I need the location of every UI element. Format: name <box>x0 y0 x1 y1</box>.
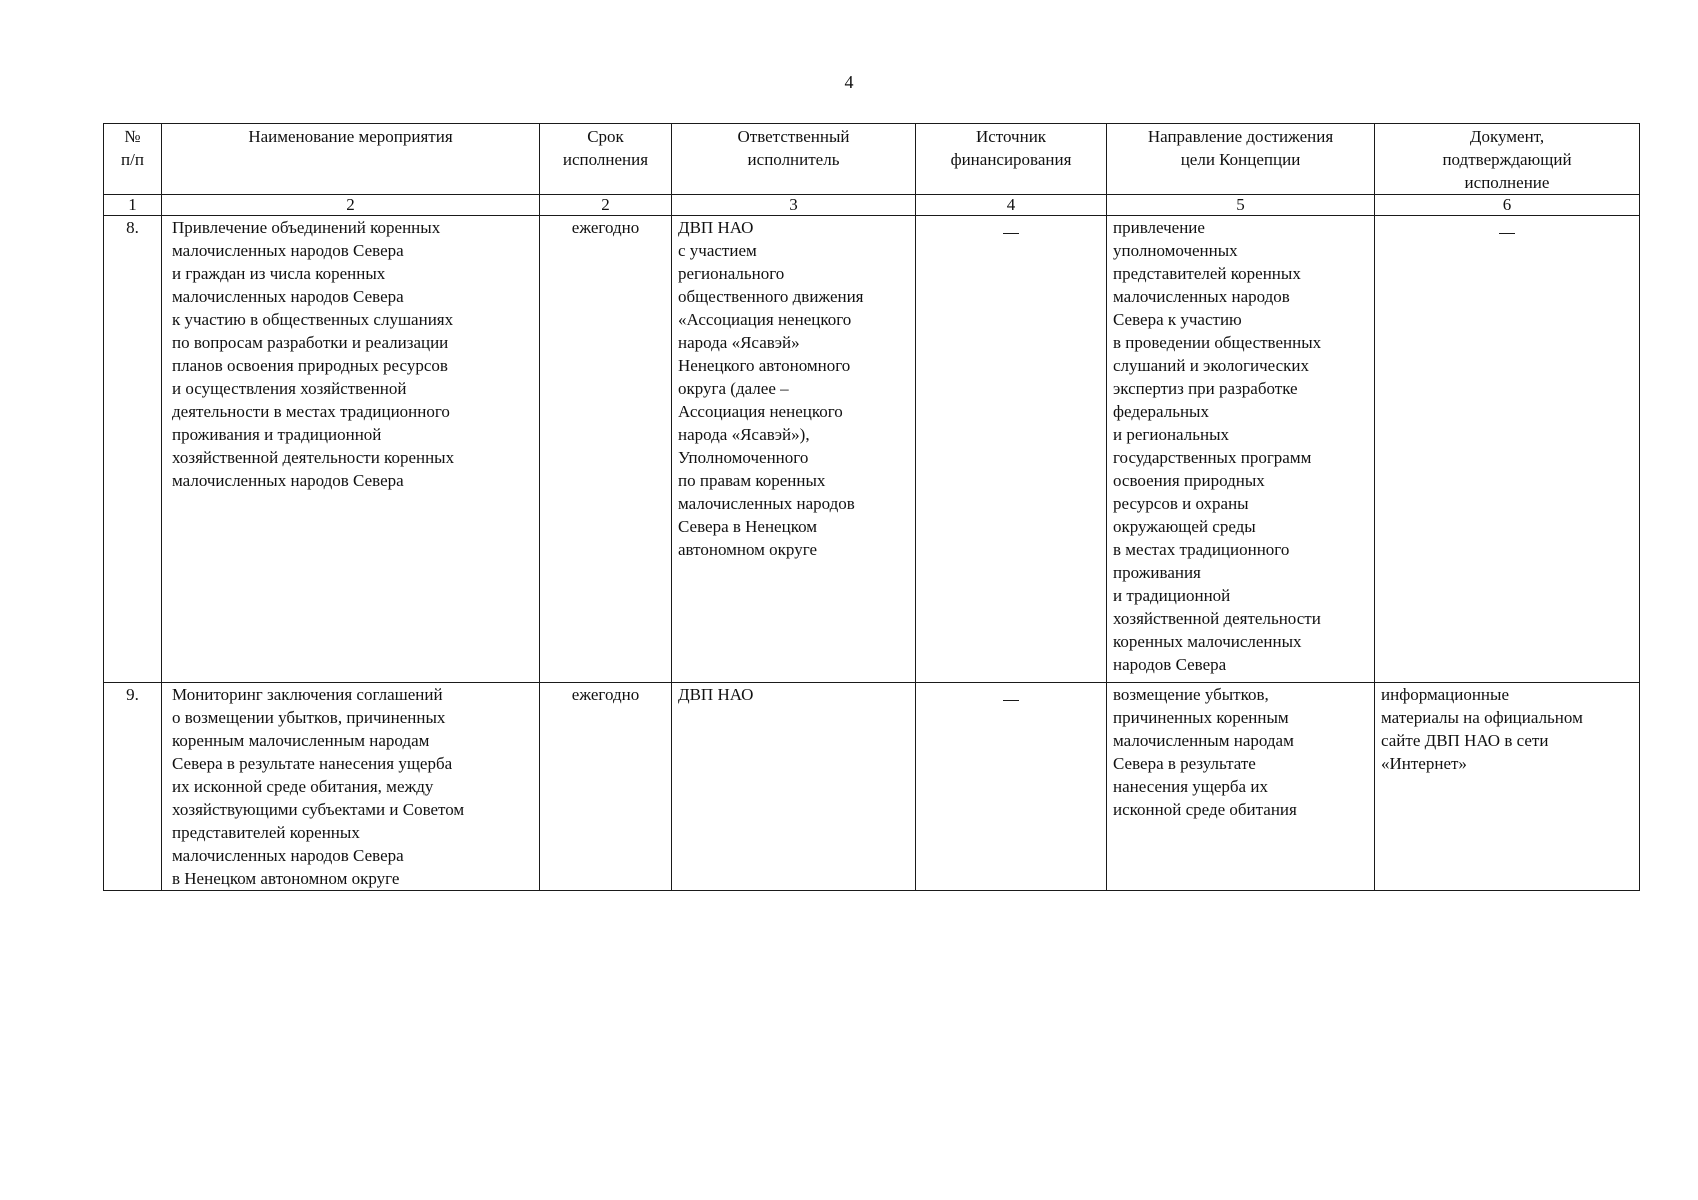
column-number-row <box>104 195 1640 216</box>
header-number: № п/п <box>104 124 162 195</box>
executor: ДВП НАО с участием регионального общественного движения «Ассоциация ненецкого народа «Ясавэй» Ненецкого автономного округа (далее – Ассоциация ненецкого народа «Ясавэй»), Уполномоченного по правам коренных малочисленных народов Севера в Ненецком автономном округе <box>672 216 916 683</box>
header-deadline: Срок исполнения <box>540 124 672 195</box>
document <box>1375 216 1640 683</box>
executor: ДВП НАО <box>672 683 916 891</box>
page-number: 4 <box>844 72 854 92</box>
column-number: 2 <box>540 195 672 216</box>
header-direction: Направление достижения цели Концепции <box>1107 124 1375 195</box>
event-name: Мониторинг заключения соглашений о возмещении убытков, причиненных коренным малочисленным народам Севера в результате нанесения ущерба их исконной среде обитания, между хозяйствующими субъектами и Советом представителей коренных малочисленных народов Севера в Ненецком автономном округе <box>162 683 540 891</box>
deadline: ежегодно <box>540 216 672 683</box>
funding-source-dash <box>1003 700 1019 701</box>
direction: возмещение убытков, причиненных коренным малочисленным народам Севера в результате нанесения ущерба их исконной среде обитания <box>1107 683 1375 891</box>
funding-source <box>916 683 1107 891</box>
funding-source <box>916 216 1107 683</box>
deadline: ежегодно <box>540 683 672 891</box>
column-number: 5 <box>1107 195 1375 216</box>
header-funding-source: Источник финансирования <box>916 124 1107 195</box>
column-number: 4 <box>916 195 1107 216</box>
document: информационные материалы на официальном сайте ДВП НАО в сети «Интернет» <box>1375 683 1640 891</box>
header-executor: Ответственный исполнитель <box>672 124 916 195</box>
table-row <box>104 216 1640 683</box>
header-row <box>104 124 1640 195</box>
column-number: 6 <box>1375 195 1640 216</box>
column-number: 3 <box>672 195 916 216</box>
document-dash <box>1499 233 1515 234</box>
header-event-name: Наименование мероприятия <box>162 124 540 195</box>
direction: привлечение уполномоченных представителей коренных малочисленных народов Севера к участию в проведении общественных слушаний и экологических экспертиз при разработке федеральных и региональных государственных программ освоения природных ресурсов и охраны окружающей среды в местах традиционного проживания и традиционной хозяйственной деятельности коренных малочисленных народов Севера <box>1107 216 1375 683</box>
row-number: 8. <box>104 216 162 683</box>
action-plan-table <box>103 123 1640 891</box>
table-row <box>104 683 1640 891</box>
header-document: Документ, подтверждающий исполнение <box>1375 124 1640 195</box>
column-number: 2 <box>162 195 540 216</box>
event-name: Привлечение объединений коренных малочисленных народов Севера и граждан из числа коренных малочисленных народов Севера к участию в общественных слушаниях по вопросам разработки и реализации планов освоения природных ресурсов и осуществления хозяйственной деятельности в местах традиционного проживания и традиционной хозяйственной деятельности коренных малочисленных народов Севера <box>162 216 540 683</box>
column-number: 1 <box>104 195 162 216</box>
row-number: 9. <box>104 683 162 891</box>
funding-source-dash <box>1003 233 1019 234</box>
